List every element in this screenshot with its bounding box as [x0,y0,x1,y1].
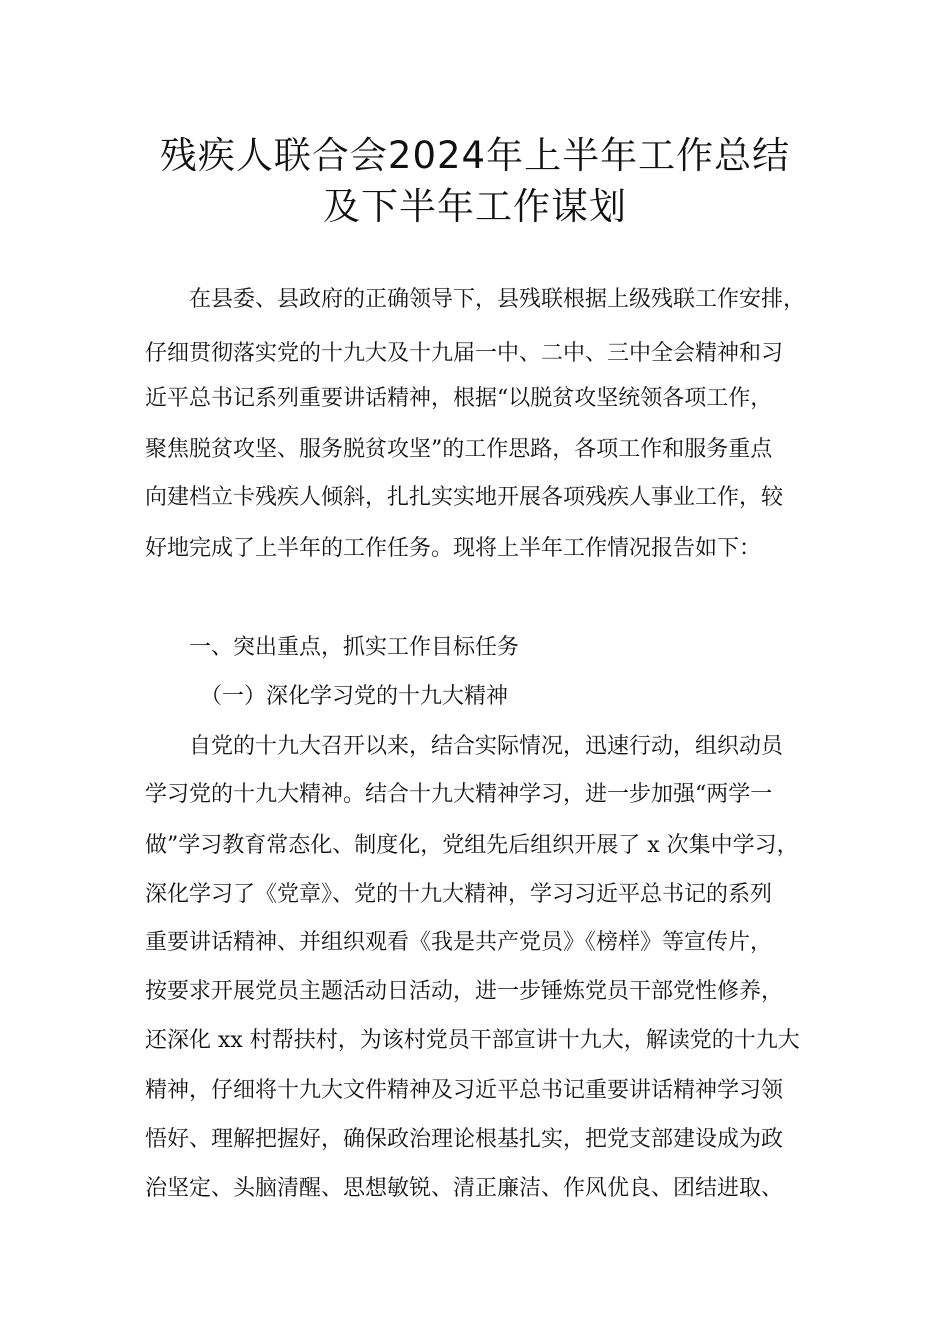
subsection-heading: （一）深化学习党的十九大精神 [200,684,509,709]
document-title-line-1: 残疾人联合会2024年上半年工作总结 [159,134,791,177]
body-paragraph-line: 还深化 xx 村帮扶村，为该村党员干部宣讲十九大，解读党的十九大 [145,1028,800,1053]
body-paragraph-line: 按要求开展党员主题活动日活动，进一步锤炼党员干部党性修养， [145,979,784,1004]
intro-paragraph-line: 仔细贯彻落实党的十九大及十九届一中、二中、三中全会精神和习 [145,341,784,366]
document-title-line-2: 及下半年工作谋划 [323,185,627,228]
intro-paragraph-line: 近平总书记系列重要讲话精神，根据“以脱贫攻坚统领各项工作， [145,386,773,411]
intro-paragraph-line: 聚焦脱贫攻坚、服务脱贫攻坚”的工作思路，各项工作和服务重点 [145,437,773,462]
body-paragraph-line: 深化学习了《党章》、党的十九大精神，学习习近平总书记的系列 [145,882,773,907]
body-paragraph-line: 重要讲话精神、并组织观看《我是共产党员》《榜样》等宣传片， [145,930,773,955]
intro-paragraph-line: 好地完成了上半年的工作任务。现将上半年工作情况报告如下： [145,536,762,561]
body-paragraph-line: 自党的十九大召开以来，结合实际情况，迅速行动，组织动员 [189,734,784,759]
intro-paragraph-line: 在县委、县政府的正确领导下，县残联根据上级残联工作安排， [189,287,806,312]
body-paragraph-line: 精神，仔细将十九大文件精神及习近平总书记重要讲话精神学习领 [145,1078,784,1103]
intro-paragraph-line: 向建档立卡残疾人倾斜，扎扎实实地开展各项残疾人事业工作，较 [145,485,784,510]
body-paragraph-line: 做”学习教育常态化、制度化，党组先后组织开展了 x 次集中学习， [145,833,799,858]
body-paragraph-line: 治坚定、头脑清醒、思想敏锐、清正廉洁、作风优良、团结进取、 [145,1176,784,1201]
section-heading: 一、突出重点，抓实工作目标任务 [189,635,520,660]
body-paragraph-line: 悟好、理解把握好，确保政治理论根基扎实，把党支部建设成为政 [145,1127,784,1152]
body-paragraph-line: 学习党的十九大精神。结合十九大精神学习，进一步加强“两学一 [145,782,773,807]
